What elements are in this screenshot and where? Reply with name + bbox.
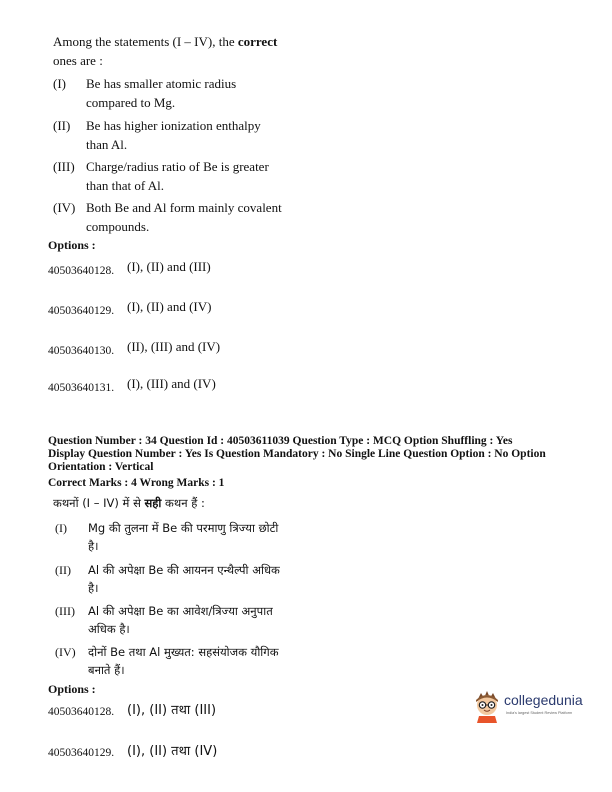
logo-tagline: India's largest Student Review Platform — [506, 711, 573, 715]
mascot-icon — [471, 689, 503, 723]
options-label: Options : — [48, 238, 96, 252]
question-meta-line1: Question Number : 34 Question Id : 40503611039 Question Type : MCQ Option Shuffling : Yes — [48, 435, 513, 447]
question-intro-hindi: कथनों (I – IV) में से सही कथन हैं : — [53, 496, 205, 510]
logo-wordmark: collegedunia — [504, 692, 583, 708]
question-meta-line2: Display Question Number : Yes Is Question Mandatory : No Single Line Question Option : No Option — [48, 448, 546, 460]
question-marks: Correct Marks : 4 Wrong Marks : 1 — [48, 477, 225, 489]
question-intro-line2: ones are : — [53, 53, 103, 68]
options-label-hindi: Options : — [48, 682, 96, 696]
collegedunia-logo — [471, 689, 591, 725]
question-intro: Among the statements (I – IV), the correct — [53, 34, 278, 49]
question-meta-line3: Orientation : Vertical — [48, 461, 154, 473]
